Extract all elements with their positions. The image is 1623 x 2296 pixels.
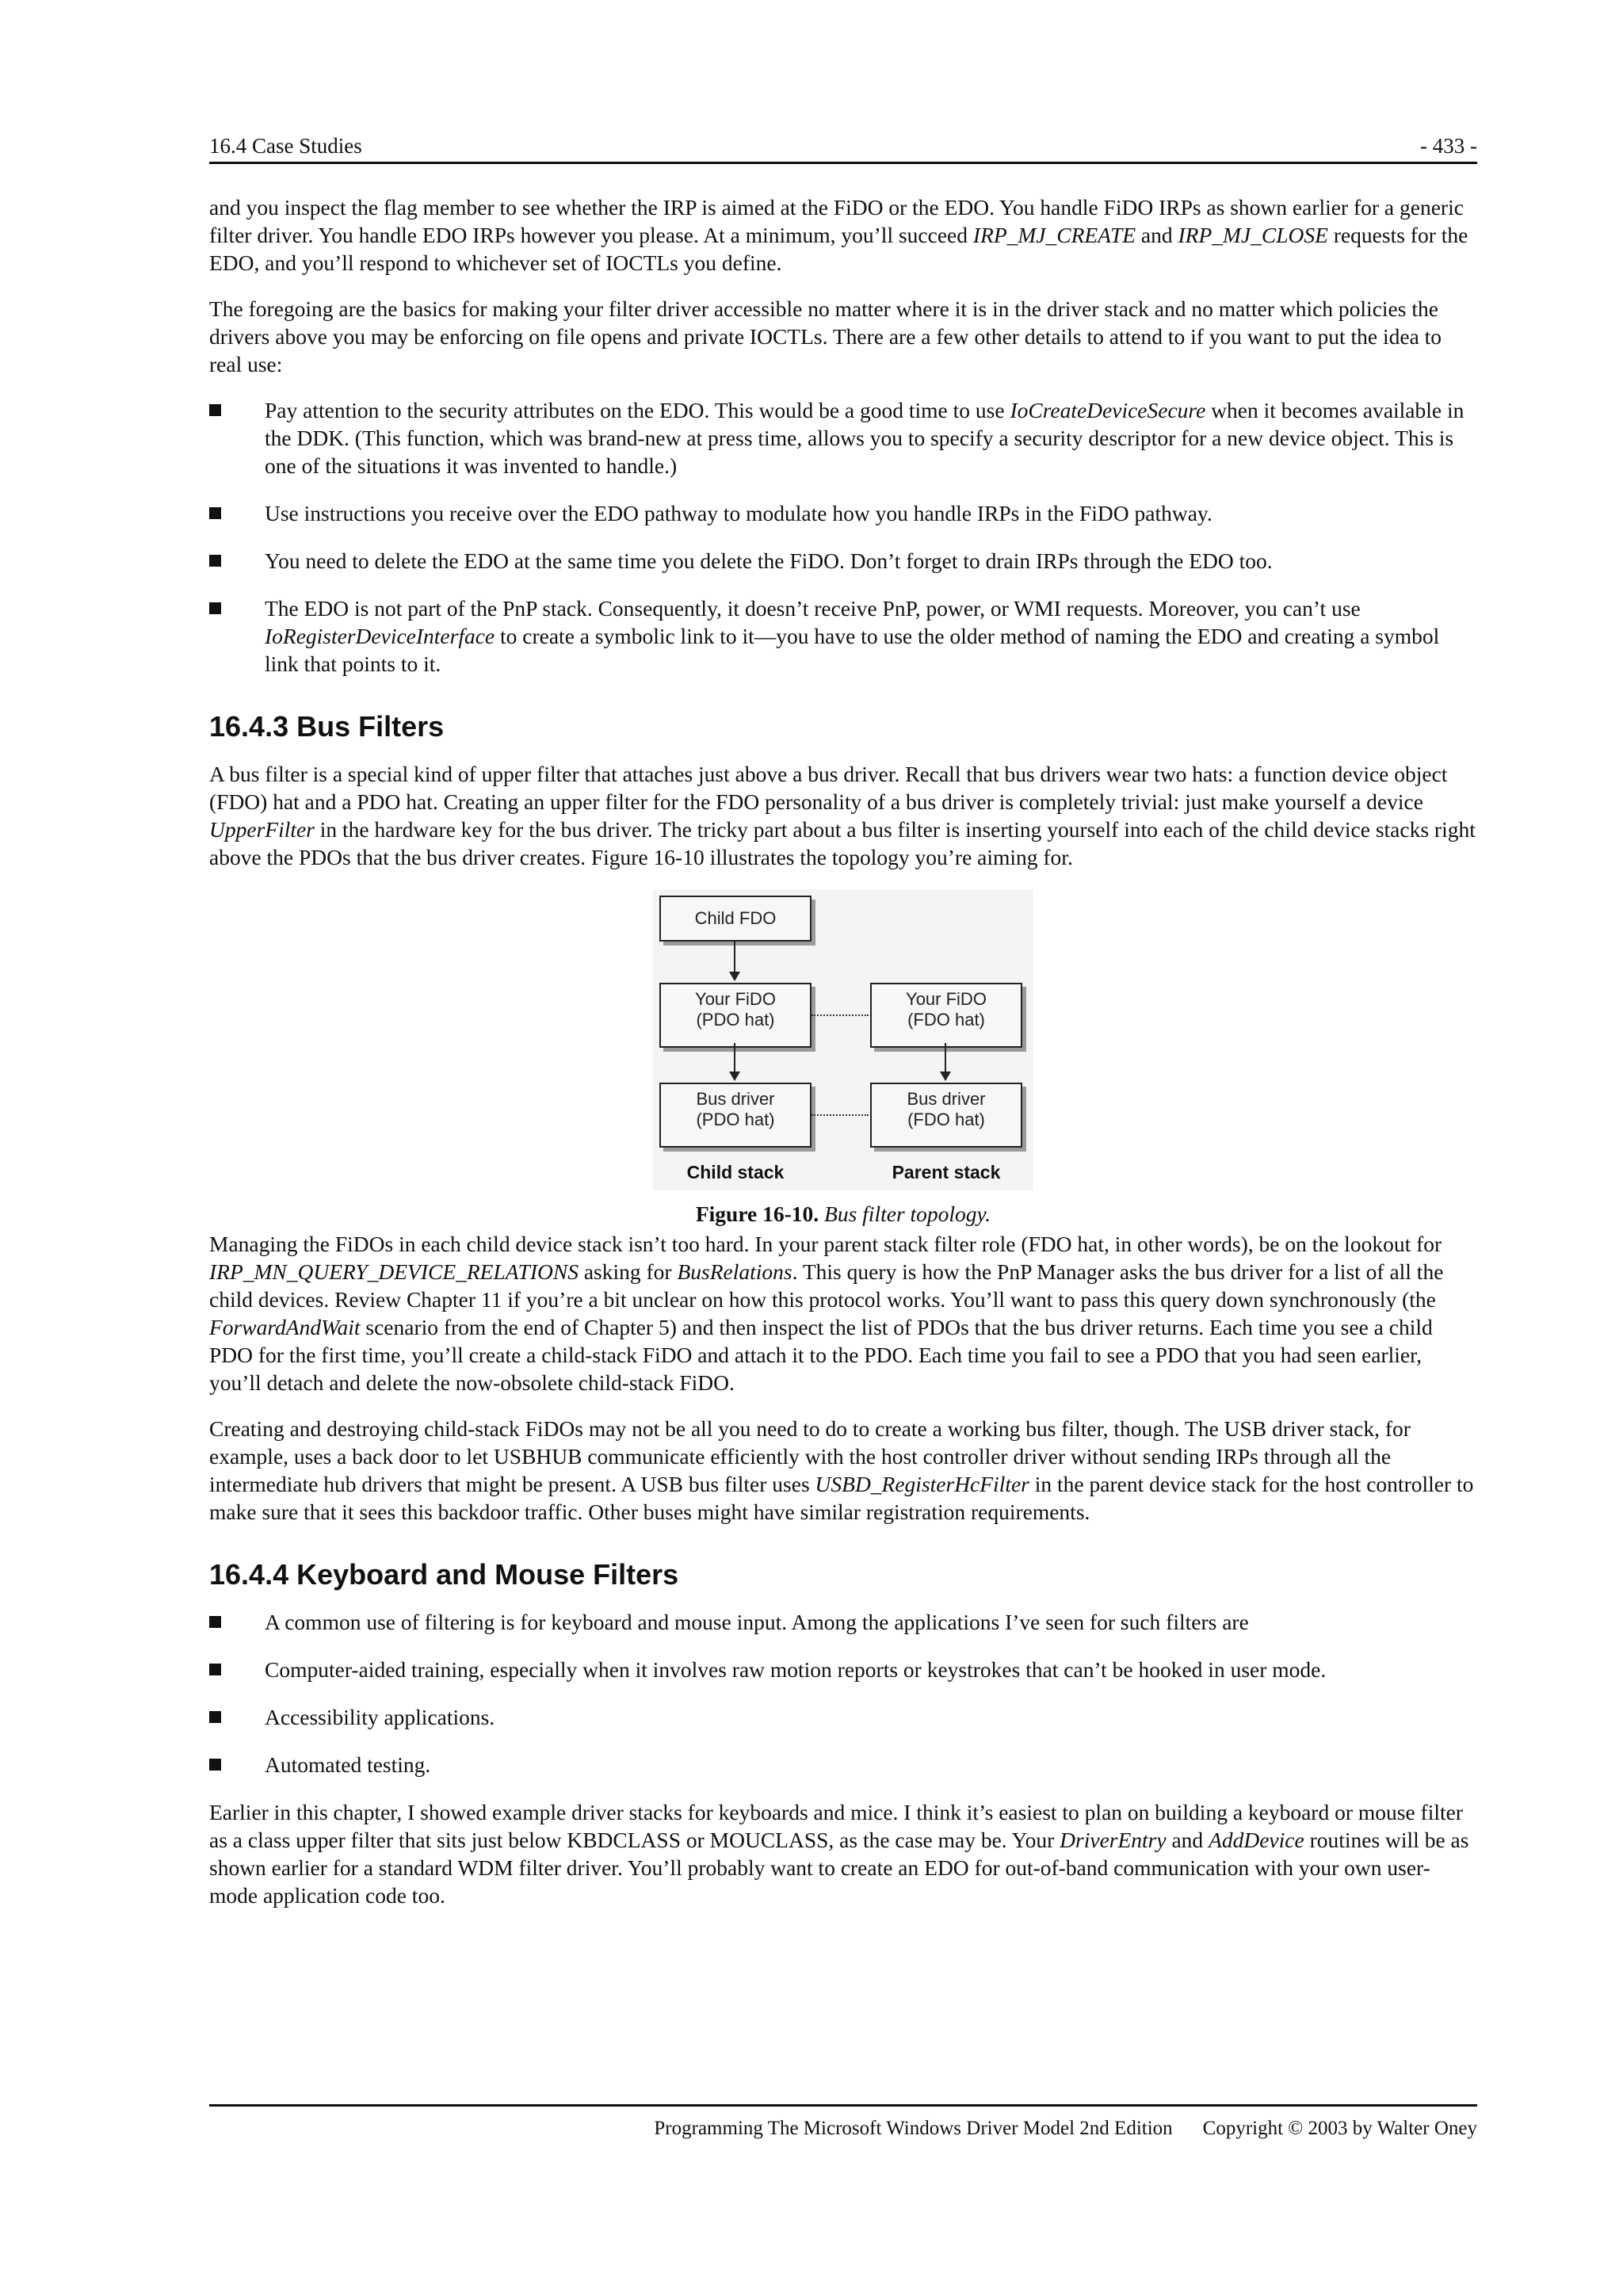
parent-bus-driver-box: Bus driver (FDO hat) xyxy=(870,1083,1022,1148)
arrow-down-icon xyxy=(940,1072,951,1081)
bullet-square-icon xyxy=(209,404,221,416)
paragraph: Creating and destroying child-stack FiDOs may not be all you need to do to create a working bus filter, though. The USB driver stack, for example, uses a back door to let USBHUB communicate efficiently with the host controller driver without sending IRPs through all the intermediate hub drivers that might be present. A USB bus filter uses USBD_RegisterHcFilter in the parent device stack for the host controller to make sure that it sees this backdoor traffic. Other buses might have similar registration requirements. xyxy=(209,1416,1474,1524)
child-fdo-box: Child FDO xyxy=(659,896,812,942)
list-item: Use instructions you receive over the EDO pathway to modulate how you handle IRPs in the FiDO pathway. xyxy=(209,499,1477,527)
body-text xyxy=(209,193,1477,1927)
parent-stack-label: Parent stack xyxy=(892,1162,1001,1182)
parent-fido-box: Your FiDO (FDO hat) xyxy=(870,983,1022,1048)
figure-caption: Figure 16-10. Bus filter topology. xyxy=(695,1201,991,1226)
paragraph: and you inspect the flag member to see whether the IRP is aimed at the FiDO or the EDO. You handle FiDO IRPs as shown earlier for a generic filter driver. You handle EDO IRPs however you please. At a minimum, you’ll succeed IRP_MJ_CREATE and IRP_MJ_CLOSE requests for the EDO, and you’ll respond to whichever set of IOCTLs you define. xyxy=(209,195,1468,275)
footer-book-title: Programming The Microsoft Windows Driver Model 2nd Edition xyxy=(654,2118,1173,2139)
list-item: Automated testing. xyxy=(209,1751,1477,1778)
child-stack-label: Child stack xyxy=(686,1162,785,1182)
diagram xyxy=(653,889,1033,1190)
bullet-square-icon xyxy=(209,555,221,567)
bullet-square-icon xyxy=(209,602,221,614)
dotted-link xyxy=(812,1014,869,1016)
bullet-square-icon xyxy=(209,1759,221,1771)
paragraph: A bus filter is a special kind of upper filter that attaches just above a bus driver. Recall that bus drivers wear two hats: a function device object (FDO) hat and a PDO hat. Creating an upper filter for the FDO personality of a bus driver is completely trivial: just make yourself a device UpperFilter in the hardware key for the bus driver. The tricky part about a bus filter is inserting yourself into each of the child device stacks right above the PDOs that the bus driver creates. Figure 16-10 illustrates the topology you’re aiming for. xyxy=(209,762,1476,869)
footer-rule xyxy=(209,2104,1477,2107)
dotted-link xyxy=(812,1114,869,1116)
arrow-down-icon xyxy=(729,1072,740,1081)
paragraph: The foregoing are the basics for making your filter driver accessible no matter where it is in the driver stack and no matter which policies the drivers above you may be enforcing on file opens and private IOCTLs. There are a few other details to attend to if you want to put the idea to real use: xyxy=(209,296,1442,376)
header-page-number: - 433 - xyxy=(1420,134,1477,158)
footer-copyright: Copyright © 2003 by Walter Oney xyxy=(1202,2118,1477,2139)
paragraph: Earlier in this chapter, I showed example driver stacks for keyboards and mice. I think it’s easiest to plan on building a keyboard or mouse filter as a class upper filter that sits just below KBDCLASS or MOUCLASS, as the case may be. Your DriverEntry and AddDevice routines will be as shown earlier for a standard WDM filter driver. You’ll probably want to create an EDO for out-of-band communication with your own user-mode application code too. xyxy=(209,1800,1469,1908)
child-fido-box: Your FiDO (PDO hat) xyxy=(659,983,812,1048)
bullet-square-icon xyxy=(209,1664,221,1675)
list-item: Pay attention to the security attributes on the EDO. This would be a good time to use IoCreateDeviceSecure when it becomes available in the DDK. (This function, which was brand-new at press time, allows you to specify a security descriptor for a new device object. This is one of the situations it was invented to handle.) xyxy=(209,396,1477,479)
list-item: Accessibility applications. xyxy=(209,1703,1477,1731)
running-footer xyxy=(624,2118,1477,2140)
bullet-square-icon xyxy=(209,1616,221,1628)
header-section: 16.4 Case Studies xyxy=(209,134,362,158)
list-item: The EDO is not part of the PnP stack. Consequently, it doesn’t receive PnP, power, or WMI requests. Moreover, you can’t use IoRegisterDeviceInterface to create a symbolic link to it—you have to use the older method of naming the EDO and creating a symbol link that points to it. xyxy=(209,594,1477,678)
arrow-line xyxy=(945,1043,946,1073)
list-item: You need to delete the EDO at the same time you delete the FiDO. Don’t forget to drain IRPs through the EDO too. xyxy=(209,547,1477,575)
arrow-down-icon xyxy=(729,972,740,981)
arrow-line xyxy=(734,940,735,973)
list-item: Computer-aided training, especially when it involves raw motion reports or keystrokes that can’t be hooked in user mode. xyxy=(209,1656,1477,1683)
bullet-square-icon xyxy=(209,507,221,519)
bullet-square-icon xyxy=(209,1711,221,1723)
running-header xyxy=(209,130,1477,164)
section-heading-bus-filters: 16.4.3 Bus Filters xyxy=(209,710,445,743)
figure-bus-filter-topology xyxy=(209,889,1477,1230)
child-bus-driver-box: Bus driver (PDO hat) xyxy=(659,1083,812,1148)
paragraph: Managing the FiDOs in each child device stack isn’t too hard. In your parent stack filter role (FDO hat, in other words), be on the lookout for IRP_MN_QUERY_DEVICE_RELATIONS asking for BusRelations. This query is how the PnP Manager asks the bus driver for a list of all the child devices. Review Chapter 11 if you’re a bit unclear on how this protocol works. You’ll want to pass this query down synchronously (the ForwardAndWait scenario from the end of Chapter 5) and then inspect the list of PDOs that the bus driver returns. Each time you see a child PDO for the first time, you’ll create a child-stack FiDO and attach it to the PDO. Each time you fail to see a PDO that you had seen earlier, you’ll detach and delete the now-obsolete child-stack FiDO. xyxy=(209,1232,1444,1395)
list-item: A common use of filtering is for keyboard and mouse input. Among the applications I’ve seen for such filters are xyxy=(209,1608,1477,1636)
arrow-line xyxy=(734,1043,735,1073)
section-heading-keyboard-mouse: 16.4.4 Keyboard and Mouse Filters xyxy=(209,1558,679,1591)
